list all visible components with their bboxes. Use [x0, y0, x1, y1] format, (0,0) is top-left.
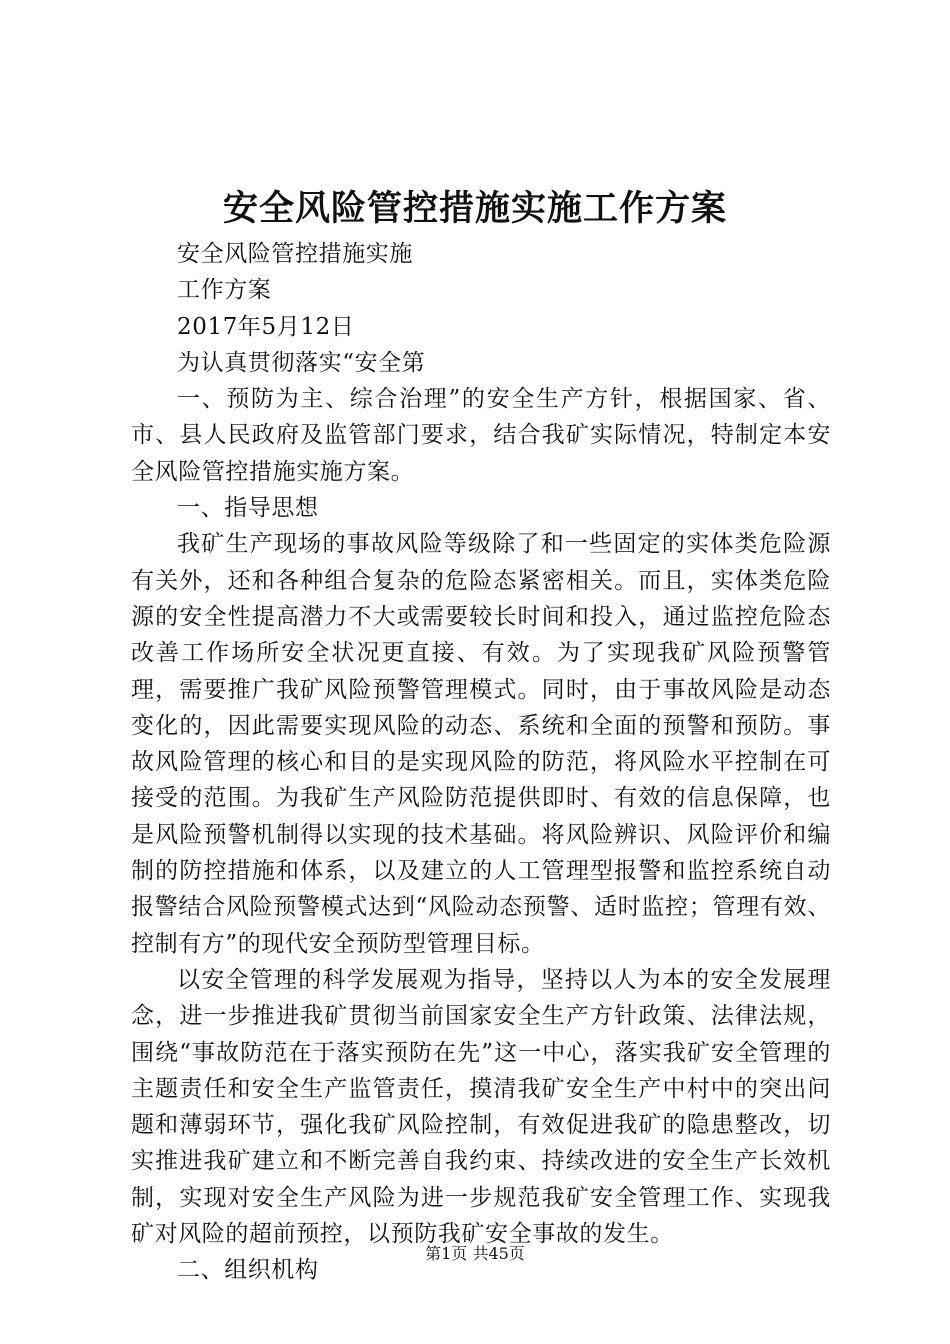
body-paragraph: 以安全管理的科学发展观为指导，坚持以人为本的安全发展理念，进一步推进我矿贯彻当前国家安全生产方针政策、法律法规，围绕“事故防范在于落实预防在先”这一中心，落实我矿安全管理的主题责任和安全生产监管责任，摸清我矿安全生产中村中的突出问题和薄弱环节，强化我矿风险控制，有效促进我矿的隐患整改，切实推进我矿建立和不断完善自我约束、持续改进的安全生产长效机制，实现对安全生产风险为进一步规范我矿安全管理工作、实现我矿对风险的超前预控，以预防我矿安全事故的发生。: [131, 966, 831, 1248]
body-paragraph: 我矿生产现场的事故风险等级除了和一些固定的实体类危险源有关外，还和各种组合复杂的危险态紧密相关。而且，实体类危险源的安全性提高潜力不大或需要较长时间和投入，通过监控危险态改善工作场所安全状况更直接、有效。为了实现我矿风险预警管理，需要推广我矿风险预警管理模式。同时，由于事故风险是动态变化的，因此需要实现风险的动态、系统和全面的预警和预防。事故风险管理的核心和目的是实现风险的防范，将风险水平控制在可接受的范围。为我矿生产风险防范提供即时、有效的信息保障，也是风险预警机制得以实现的技术基础。将风险辨识、风险评价和编制的防控措施和体系，以及建立的人工管理型报警和监控系统自动报警结合风险预警模式达到“风险动态预警、适时监控；管理有效、控制有方”的现代安全预防型管理目标。: [131, 531, 831, 957]
section-heading-organization: 二、组织机构: [177, 1257, 319, 1284]
document-date: 2017年5月12日: [177, 313, 355, 340]
document-title: 安全风险管控措施实施工作方案: [222, 188, 727, 229]
subtitle-line-2: 工作方案: [177, 277, 272, 304]
subtitle-line-1: 安全风险管控措施实施: [177, 241, 413, 267]
page-number-footer: 第1页 共45页: [425, 1244, 525, 1263]
document-body: [131, 236, 831, 1289]
section-heading-guiding-thought: 一、指导思想: [177, 495, 319, 522]
intro-line: 为认真贯彻落实“安全第: [177, 349, 426, 376]
intro-paragraph: 一、预防为主、综合治理”的安全生产方针，根据国家、省、市、县人民政府及监管部门要求，结合我矿实际情况，特制定本安全风险管控措施实施方案。: [131, 386, 831, 485]
